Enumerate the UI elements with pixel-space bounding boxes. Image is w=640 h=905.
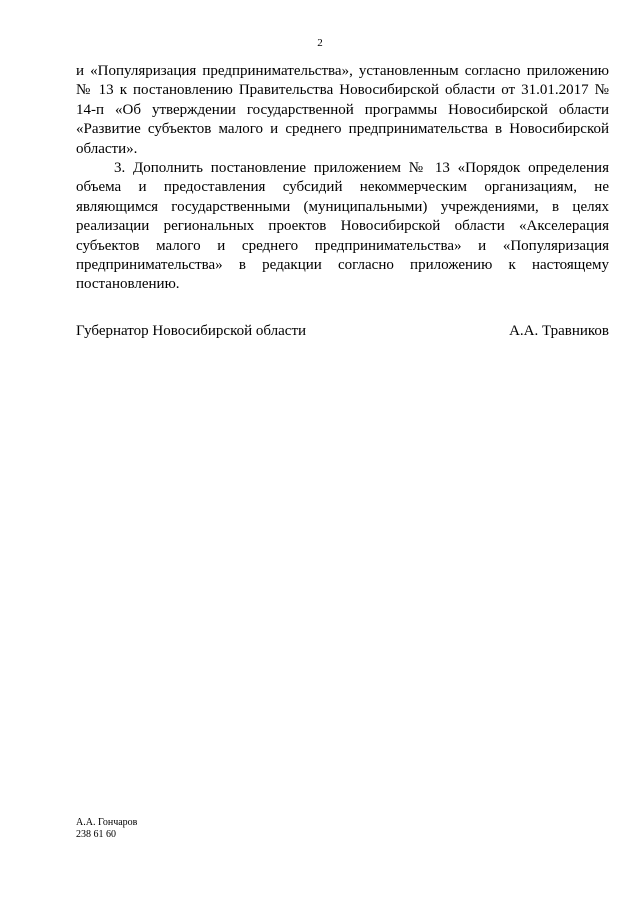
paragraph-item-3: 3. Дополнить постановление приложением № 13 «Порядок определения объема и предоставления субсидий некоммерческим организациям, не являющимся государственными (муниципальными) учреждениями, в целях реализации региональных проектов Новосибирской области «Акселерация субъектов малого и среднего предпринимательства» и «Популяризация предпринимательства» в редакции согласно приложению к настоящему постановлению. [76,160,609,293]
executor-footer [76,817,137,841]
document-body [76,62,609,295]
signature-block [76,322,609,341]
paragraph-continuation: и «Популяризация предпринимательства», установленным согласно приложению № 13 к постановлению Правительства Новосибирской области от 31.01.2017 № 14-п «Об утверждении государственной программы Новосибирской области «Развитие субъектов малого и среднего предпринимательства в Новосибирской области». [76,63,609,157]
signatory-position: Губернатор Новосибирской области [76,323,307,339]
executor-phone: 238 61 60 [76,829,116,840]
page-number: 2 [317,37,323,49]
executor-name: А.А. Гончаров [76,817,138,828]
signatory-name: А.А. Травников [509,323,609,339]
